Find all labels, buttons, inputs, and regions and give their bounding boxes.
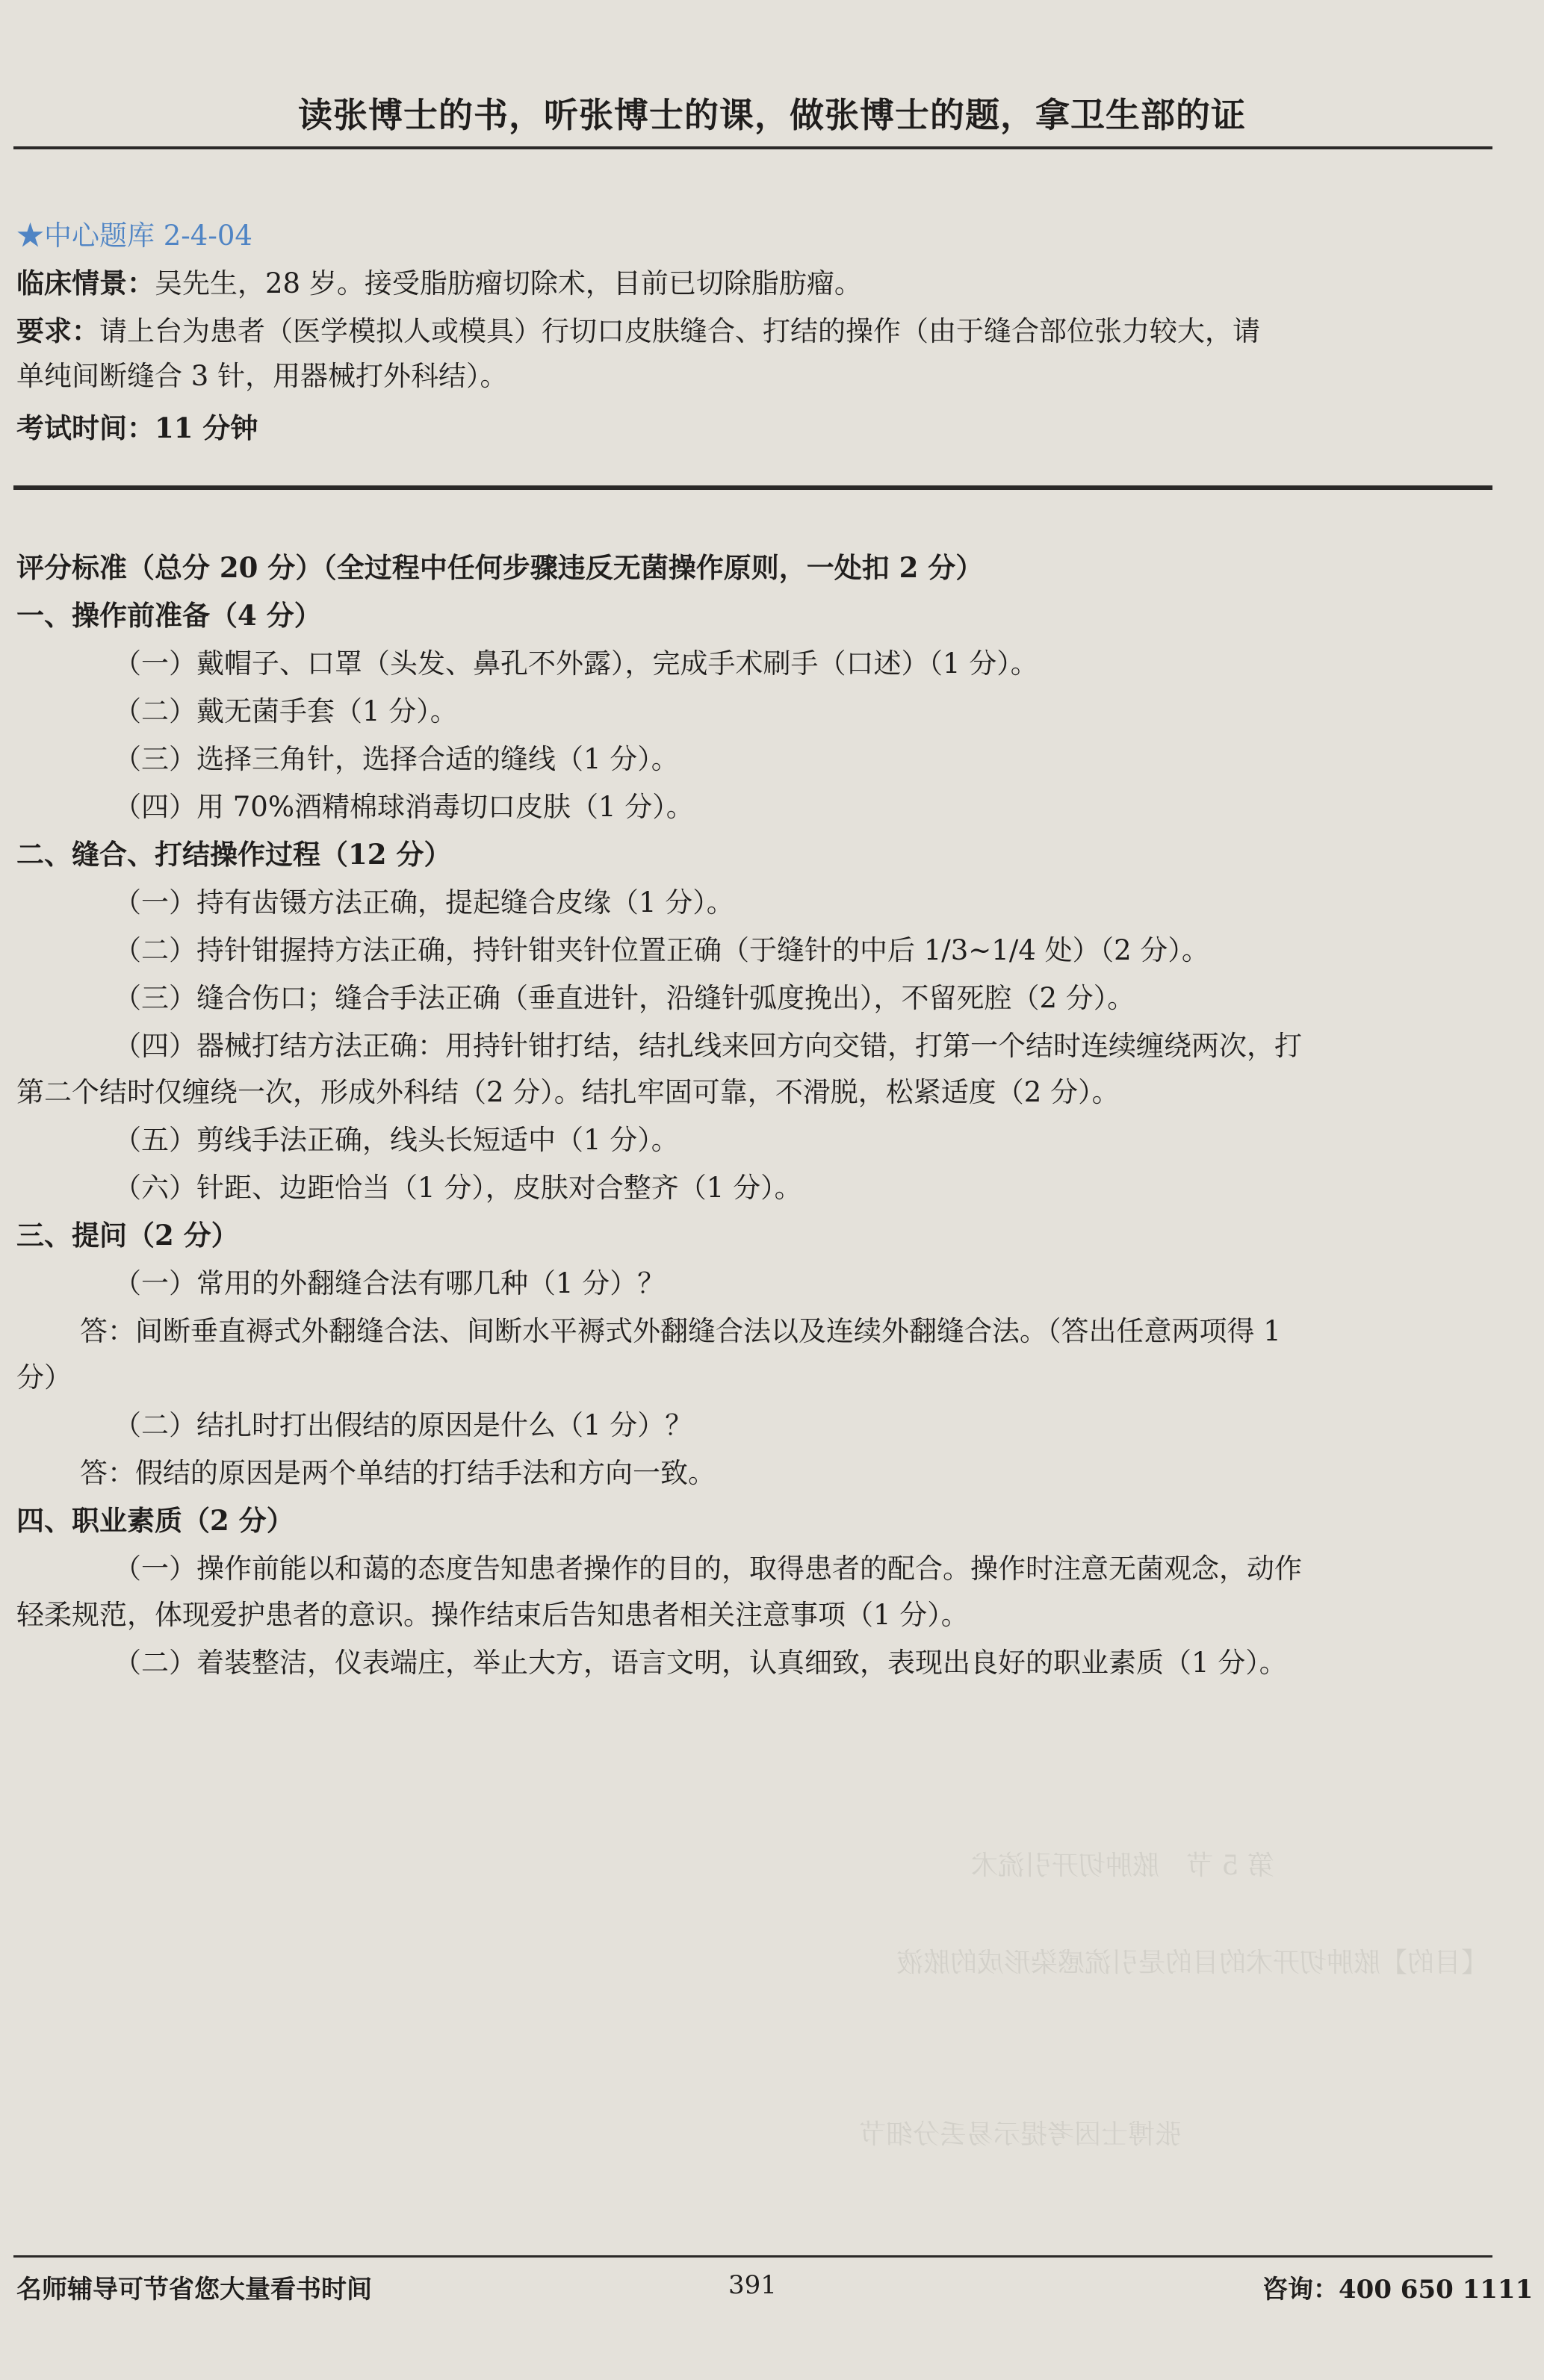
- section-title: 三、提问（2 分）: [16, 1219, 239, 1252]
- footer-divider: [13, 2255, 1492, 2258]
- section-title: 二、缝合、打结操作过程（12 分）: [16, 838, 452, 871]
- question-item: （一）常用的外翻缝合法有哪几种（1 分）？: [114, 1267, 666, 1299]
- section-divider: [13, 485, 1492, 490]
- grading-item: （一）戴帽子、口罩（头发、鼻孔不外露），完成手术刷手（口述）（1 分）。: [114, 647, 1038, 680]
- scenario-text: 吴先生，28 岁。接受脂肪瘤切除术，目前已切除脂肪瘤。: [155, 267, 862, 299]
- grading-item: （五）剪线手法正确，线头长短适中（1 分）。: [114, 1124, 679, 1156]
- answer-text: 答：假结的原因是两个单结的打结手法和方向一致。: [80, 1457, 716, 1489]
- exam-time-value: 11 分钟: [155, 411, 258, 444]
- grading-item: （六）针距、边距恰当（1 分），皮肤对合整齐（1 分）。: [114, 1172, 802, 1204]
- scenario-line: [16, 261, 862, 301]
- grading-item-continued: 轻柔规范，体现爱护患者的意识。操作结束后告知患者相关注意事项（1 分）。: [16, 1599, 969, 1631]
- requirement-line-2: 单纯间断缝合 3 针，用器械打外科结）。: [16, 360, 508, 392]
- exam-time-label: 考试时间：: [16, 411, 155, 444]
- requirement-text: 请上台为患者（医学模拟人或模具）行切口皮肤缝合、打结的操作（由于缝合部位张力较大，请: [99, 315, 1260, 347]
- question-tag: [16, 213, 252, 253]
- grading-item: （一）操作前能以和蔼的态度告知患者操作的目的，取得患者的配合。操作时注意无菌观念，动作: [114, 1553, 1302, 1585]
- section-title: 四、职业素质（2 分）: [16, 1504, 294, 1537]
- grading-item: （一）持有齿镊方法正确，提起缝合皮缘（1 分）。: [114, 886, 734, 919]
- grading-title: 评分标准（总分 20 分）（全过程中任何步骤违反无菌操作原则，一处扣 2 分）: [16, 551, 984, 584]
- footer-contact: 咨询：400 650 1111: [1262, 2275, 1534, 2305]
- grading-item: （二）戴无菌手套（1 分）。: [114, 695, 458, 727]
- grading-item: （四）器械打结方法正确：用持针钳打结，结扎线来回方向交错，打第一个结时连续缠绕两次，打: [114, 1030, 1302, 1062]
- scenario-label: 临床情景：: [16, 267, 155, 299]
- grading-item: （二）着装整洁，仪表端庄，举止大方，语言文明，认真细致，表现出良好的职业素质（1 分）。: [114, 1647, 1287, 1679]
- page-number: 391: [728, 2270, 777, 2300]
- grading-item: （二）持针钳握持方法正确，持针钳夹针位置正确（于缝针的中后 1/3~1/4 处）（2 分）。: [114, 934, 1209, 966]
- exam-time-line: [16, 406, 258, 446]
- star-icon: ★: [16, 220, 44, 252]
- question-bank-id: 中心题库 2-4-04: [44, 220, 252, 252]
- bleed-through-text: 张博士因考提示易丢分细节: [859, 2119, 1182, 2150]
- grading-standard: [16, 545, 1492, 1710]
- bleed-through-text: 【目的】脓肿切开术的目的是引流感染形成的脓液: [896, 1948, 1489, 1978]
- grading-item-continued: 第二个结时仅缠绕一次，形成外科结（2 分）。结扎牢固可靠，不滑脱，松紧适度（2 分）。: [16, 1076, 1120, 1108]
- answer-text: 答：间断垂直褥式外翻缝合法、间断水平褥式外翻缝合法以及连续外翻缝合法。（答出任意两项得 1: [80, 1315, 1281, 1347]
- grading-item: （三）缝合伤口；缝合手法正确（垂直进针，沿缝针弧度挽出），不留死腔（2 分）。: [114, 982, 1135, 1014]
- header-divider: [13, 146, 1492, 149]
- answer-text-continued: 分）: [16, 1361, 72, 1393]
- page-header-title: 读张博士的书，听张博士的课，做张博士的题，拿卫生部的证: [298, 95, 1246, 135]
- footer-slogan: 名师辅导可节省您大量看书时间: [16, 2275, 372, 2305]
- requirement-label: 要求：: [16, 314, 99, 347]
- grading-item: （四）用 70%酒精棉球消毒切口皮肤（1 分）。: [114, 791, 694, 823]
- grading-item: （三）选择三角针，选择合适的缝线（1 分）。: [114, 743, 679, 775]
- bleed-through-text: 第 5 节 脓肿切开引流术: [971, 1851, 1274, 1881]
- question-item: （二）结扎时打出假结的原因是什么（1 分）？: [114, 1409, 693, 1441]
- requirement-line: [16, 308, 1260, 349]
- section-title: 一、操作前准备（4 分）: [16, 599, 322, 632]
